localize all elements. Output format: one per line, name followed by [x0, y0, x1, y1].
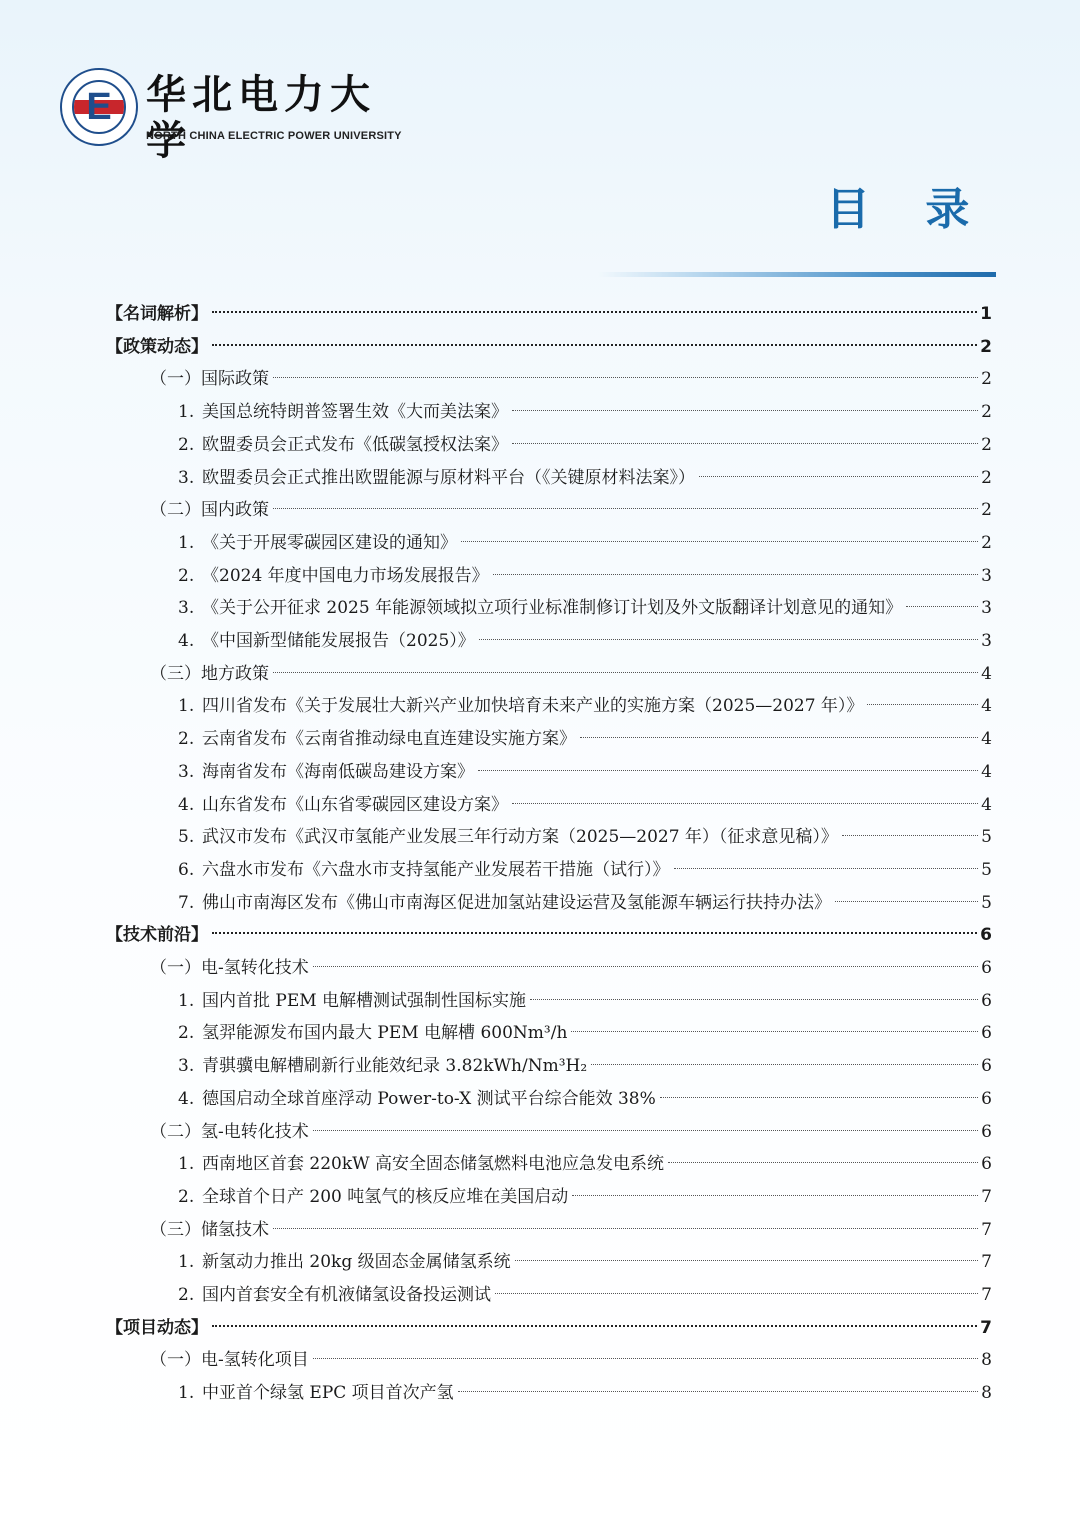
- toc-dot-leader: [906, 606, 978, 607]
- toc-entry-number: 6.: [178, 859, 195, 880]
- university-name-cn: 华北电力大学: [146, 71, 376, 164]
- toc-entry-text: 国内首套安全有机液储氢设备投运测试: [202, 1285, 491, 1305]
- toc-dot-leader: [461, 541, 978, 542]
- university-name-en: NORTH CHINA ELECTRIC POWER UNIVERSITY: [146, 130, 402, 142]
- toc-entry[interactable]: [178, 789, 992, 821]
- toc-entry[interactable]: [178, 690, 992, 722]
- toc-page-number: 7: [981, 1186, 992, 1207]
- toc-entry[interactable]: [178, 527, 992, 559]
- toc-page-number: 7: [981, 1252, 992, 1273]
- toc-entry-label: [178, 789, 508, 821]
- toc-entry[interactable]: [178, 756, 992, 788]
- toc-entry[interactable]: [178, 560, 992, 592]
- toc-entry-label: [178, 592, 902, 624]
- toc-entry-text: 德国启动全球首座浮动 Power-to-X 测试平台综合能效 38%: [202, 1088, 656, 1109]
- toc-entry-text: 六盘水市发布《六盘水市支持氢能产业发展若干措施（试行）》: [202, 859, 670, 880]
- toc-entry-number: 4.: [178, 1088, 195, 1109]
- toc-entry-text: 青骐骥电解槽刷新行业能效纪录 3.82kWh/Nm³H₂: [202, 1056, 588, 1077]
- toc-dot-leader: [867, 704, 978, 705]
- toc-entry-label: [178, 821, 838, 853]
- toc-page-number: 7: [981, 1285, 992, 1305]
- toc-entry-label: [178, 723, 576, 755]
- toc-entry[interactable]: [178, 1377, 992, 1409]
- toc-entry-number: 1.: [178, 1154, 195, 1175]
- toc-entry-text: 中亚首个绿氢 EPC 项目首次产氢: [202, 1383, 454, 1404]
- toc-entry-text: 佛山市南海区发布《佛山市南海区促进加氢站建设运营及氢能源车辆运行扶持办法》: [202, 892, 831, 913]
- toc-entry-label: [178, 527, 457, 559]
- toc-entry-text: 《关于公开征求 2025 年能源领域拟立项行业标准制修订计划及外文版翻译计划意见的通知》: [202, 598, 903, 619]
- toc-entry-number: 2.: [178, 565, 195, 586]
- toc-entry-number: 4.: [178, 794, 195, 815]
- toc-dot-leader: [313, 1358, 978, 1359]
- toc-page-number: 6: [980, 925, 992, 946]
- toc-entry[interactable]: [150, 494, 992, 526]
- toc-dot-leader: [835, 901, 978, 902]
- toc-entry[interactable]: [178, 592, 992, 624]
- toc-entry-label: （三）地方政策: [150, 663, 269, 684]
- toc-entry[interactable]: [178, 985, 992, 1017]
- toc-page-number: 4: [981, 794, 992, 815]
- toc-entry-number: 1.: [178, 696, 195, 717]
- toc-page-number: 4: [981, 761, 992, 782]
- toc-entry[interactable]: [178, 429, 992, 461]
- page-title: 目 录: [826, 184, 990, 235]
- toc-page-number: 6: [981, 958, 992, 978]
- toc-dot-leader: [515, 1260, 979, 1261]
- toc-dot-leader: [512, 803, 978, 804]
- toc-page-number: 4: [981, 696, 992, 717]
- toc-entry-text: 武汉市发布《武汉市氢能产业发展三年行动方案（2025—2027 年）（征求意见稿）》: [202, 827, 838, 848]
- toc-entry-label: [178, 560, 489, 592]
- seal-letter: E: [86, 86, 112, 128]
- title-underline: [598, 272, 996, 277]
- toc-entry-label: （二）氢-电转化技术: [150, 1121, 309, 1142]
- toc-page-number: 2: [981, 369, 992, 390]
- toc-dot-leader: [479, 639, 978, 640]
- toc-page-number: 6: [981, 1121, 992, 1142]
- toc-entry-label: （一）电-氢转化项目: [150, 1350, 309, 1371]
- toc-entry-text: 《2024 年度中国电力市场发展报告》: [202, 565, 489, 586]
- toc-entry-label: [178, 396, 508, 428]
- toc-dot-leader: [512, 410, 978, 411]
- toc-entry-number: 1.: [178, 990, 195, 1011]
- toc-dot-leader: [458, 1391, 979, 1392]
- toc-page-number: 3: [981, 598, 992, 619]
- toc-dot-leader: [313, 1130, 978, 1131]
- toc-page-number: 5: [981, 892, 992, 913]
- toc-entry-number: 2.: [178, 434, 195, 455]
- toc-entry-text: 欧盟委员会正式发布《低碳氢授权法案》: [202, 434, 508, 455]
- toc-page-number: 8: [981, 1350, 992, 1371]
- toc-entry[interactable]: [150, 363, 992, 395]
- toc-entry[interactable]: [178, 1148, 992, 1180]
- toc-entry-text: 美国总统特朗普签署生效《大而美法案》: [202, 402, 508, 423]
- toc-entry-label: [178, 1246, 511, 1278]
- toc-entry[interactable]: [178, 396, 992, 428]
- toc-dot-leader: [674, 868, 979, 869]
- toc-page-number: 2: [981, 402, 992, 423]
- toc-entry-label: [178, 1377, 454, 1409]
- toc-entry-number: 1.: [178, 402, 195, 423]
- toc-entry-number: 3.: [178, 598, 195, 619]
- toc-page-number: 7: [981, 1219, 992, 1240]
- university-seal-icon: [60, 68, 138, 146]
- toc-dot-leader: [699, 476, 978, 477]
- toc-dot-leader: [212, 311, 977, 313]
- toc-dot-leader: [273, 672, 978, 673]
- toc-entry[interactable]: [106, 331, 992, 363]
- toc-entry[interactable]: [178, 1017, 992, 1049]
- toc-entry-number: 3.: [178, 761, 195, 782]
- toc-entry-label: [178, 429, 508, 461]
- toc-entry-label: [178, 690, 863, 722]
- toc-entry-label: [178, 985, 526, 1017]
- toc-dot-leader: [478, 770, 978, 771]
- toc-entry-text: 国内首批 PEM 电解槽测试强制性国标实施: [202, 990, 527, 1011]
- toc-entry[interactable]: [178, 625, 992, 657]
- toc-entry-label: [178, 854, 670, 886]
- toc-entry-text: 海南省发布《海南低碳岛建设方案》: [202, 761, 474, 782]
- university-logo: [60, 68, 402, 164]
- toc-page-number: 5: [981, 859, 992, 880]
- toc-entry[interactable]: [106, 298, 992, 330]
- toc-dot-leader: [512, 443, 978, 444]
- toc-entry-label: （三）储氢技术: [150, 1219, 269, 1240]
- toc-dot-leader: [571, 1031, 978, 1032]
- toc-dot-leader: [495, 1293, 978, 1294]
- toc-entry-label: [178, 1083, 656, 1115]
- toc-entry-text: 《中国新型储能发展报告（2025）》: [202, 631, 475, 651]
- toc-entry[interactable]: [150, 658, 992, 690]
- toc-dot-leader: [580, 737, 978, 738]
- toc-entry-number: 1.: [178, 532, 195, 553]
- toc-page-number: 6: [981, 1056, 992, 1077]
- toc-page-number: 6: [981, 1088, 992, 1109]
- toc-page-number: 2: [981, 532, 992, 553]
- toc-entry-number: 1.: [178, 1252, 195, 1273]
- toc-page-number: 2: [981, 434, 992, 455]
- toc-entry[interactable]: [178, 1083, 992, 1115]
- toc-dot-leader: [591, 1064, 978, 1065]
- toc-entry-label: [178, 1279, 491, 1311]
- toc-entry-text: 新氢动力推出 20kg 级固态金属储氢系统: [202, 1252, 511, 1273]
- toc-entry-number: 4.: [178, 631, 195, 651]
- toc-entry[interactable]: [178, 723, 992, 755]
- toc-entry-number: 1.: [178, 1383, 195, 1404]
- toc-page-number: 5: [981, 827, 992, 848]
- toc-entry-text: 欧盟委员会正式推出欧盟能源与原材料平台（《关键原材料法案》）: [202, 467, 695, 488]
- toc-entry-label: 【政策动态】: [106, 336, 208, 357]
- toc-entry-number: 5.: [178, 827, 195, 848]
- toc-entry[interactable]: [150, 1214, 992, 1246]
- toc-entry-label: [178, 625, 475, 657]
- toc-dot-leader: [530, 999, 978, 1000]
- toc-page-number: 6: [981, 1023, 992, 1044]
- toc-dot-leader: [212, 932, 977, 934]
- toc-page-number: 3: [981, 631, 992, 651]
- toc-dot-leader: [273, 508, 978, 509]
- toc-entry[interactable]: [178, 821, 992, 853]
- toc-dot-leader: [842, 835, 978, 836]
- toc-entry[interactable]: [106, 1312, 992, 1344]
- toc-entry[interactable]: [178, 854, 992, 886]
- toc-entry-text: 云南省发布《云南省推动绿电直连建设实施方案》: [202, 729, 576, 750]
- toc-entry-label: [178, 756, 474, 788]
- toc-entry[interactable]: [178, 887, 992, 919]
- toc-entry-number: 3.: [178, 1056, 195, 1077]
- toc-entry-label: 【项目动态】: [106, 1317, 208, 1338]
- toc-page-number: 4: [981, 729, 992, 750]
- toc-dot-leader: [572, 1195, 978, 1196]
- toc-entry[interactable]: [178, 1279, 992, 1311]
- toc-entry-number: 2.: [178, 1186, 195, 1207]
- toc-entry-text: 西南地区首套 220kW 高安全固态储氢燃料电池应急发电系统: [202, 1154, 665, 1175]
- toc-page-number: 8: [981, 1383, 992, 1404]
- toc-dot-leader: [273, 1228, 978, 1229]
- toc-entry[interactable]: [150, 952, 992, 984]
- toc-page-number: 1: [980, 304, 992, 324]
- toc-entry-label: [178, 1148, 664, 1180]
- toc-dot-leader: [493, 574, 979, 575]
- toc-page-number: 3: [981, 565, 992, 586]
- toc-dot-leader: [668, 1162, 978, 1163]
- toc-entry-label: [178, 1050, 587, 1082]
- toc-entry-text: 全球首个日产 200 吨氢气的核反应堆在美国启动: [202, 1186, 569, 1207]
- toc-entry-number: 2.: [178, 1285, 195, 1305]
- toc-entry[interactable]: [178, 1246, 992, 1278]
- toc-entry-text: 《关于开展零碳园区建设的通知》: [202, 532, 457, 553]
- toc-entry-text: 氢羿能源发布国内最大 PEM 电解槽 600Nm³/h: [202, 1023, 568, 1044]
- toc-page-number: 6: [981, 990, 992, 1011]
- toc-dot-leader: [313, 966, 978, 967]
- toc-dot-leader: [660, 1097, 978, 1098]
- toc-page-number: 7: [980, 1317, 992, 1338]
- toc-entry-label: 【名词解析】: [106, 304, 208, 324]
- toc-page-number: 2: [981, 467, 992, 488]
- toc-entry-number: 2.: [178, 729, 195, 750]
- toc-entry-label: （一）电-氢转化技术: [150, 958, 309, 978]
- toc-entry-label: 【技术前沿】: [106, 925, 208, 946]
- toc-entry-number: 2.: [178, 1023, 195, 1044]
- toc-page-number: 4: [981, 663, 992, 684]
- toc-entry-number: 3.: [178, 467, 195, 488]
- toc-page-number: 6: [981, 1154, 992, 1175]
- toc-entry-text: 山东省发布《山东省零碳园区建设方案》: [202, 794, 508, 815]
- toc-entry[interactable]: [106, 919, 992, 951]
- toc-entry[interactable]: [150, 1116, 992, 1148]
- toc-entry[interactable]: [178, 462, 992, 494]
- toc-page-number: 2: [980, 336, 992, 357]
- toc-entry-label: （一）国际政策: [150, 369, 269, 390]
- toc-entry-text: 四川省发布《关于发展壮大新兴产业加快培育未来产业的实施方案（2025—2027 年）》: [202, 696, 864, 717]
- toc-entry-label: [178, 1017, 567, 1049]
- toc-dot-leader: [212, 1325, 977, 1327]
- toc-dot-leader: [212, 344, 977, 346]
- toc-entry-label: [178, 462, 695, 494]
- toc-entry[interactable]: [178, 1181, 992, 1213]
- toc-entry-number: 7.: [178, 892, 195, 913]
- toc-entry-label: [178, 1181, 568, 1213]
- toc-entry[interactable]: [178, 1050, 992, 1082]
- toc-entry[interactable]: [150, 1344, 992, 1376]
- toc-entry-label: （二）国内政策: [150, 500, 269, 521]
- toc-entry-label: [178, 887, 831, 919]
- toc-dot-leader: [273, 377, 978, 378]
- toc-page-number: 2: [981, 500, 992, 521]
